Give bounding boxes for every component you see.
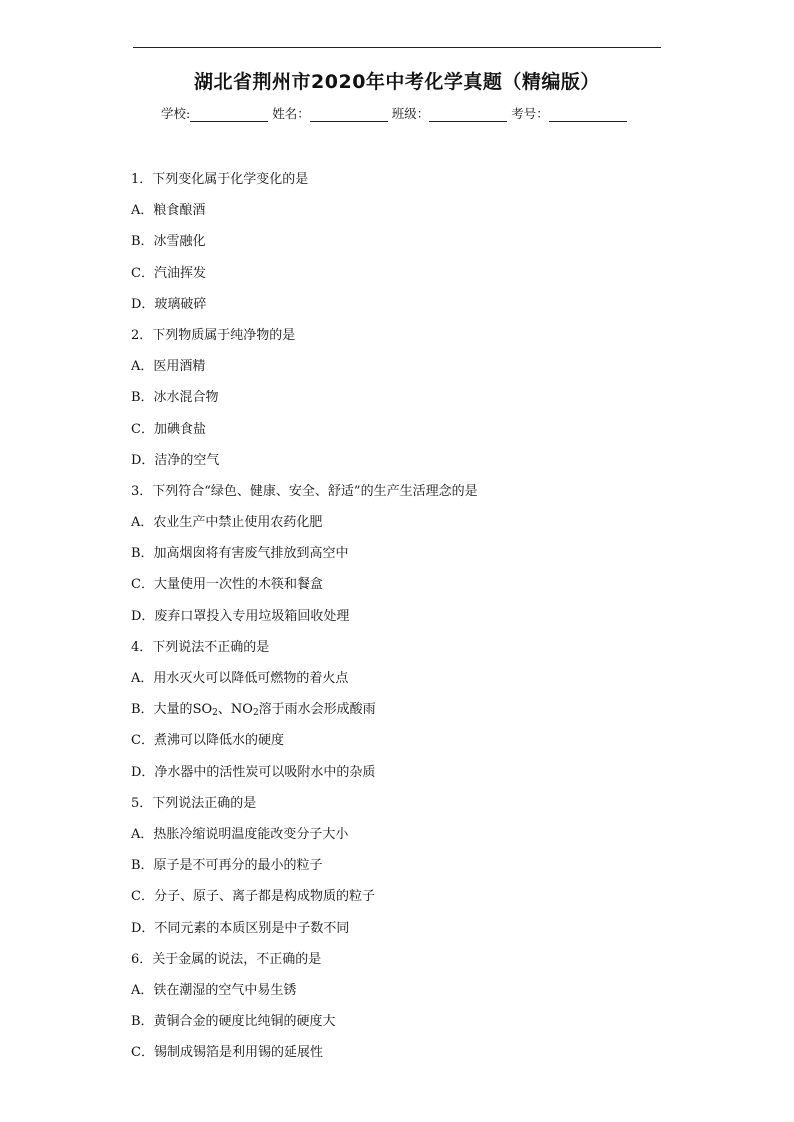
question-stem: 5．下列说法正确的是 — [131, 795, 257, 811]
question-option: B．冰水混合物 — [131, 390, 219, 406]
question-option: B．加高烟囱将有害废气排放到高空中 — [131, 546, 349, 562]
question-option: D．洁净的空气 — [131, 452, 220, 468]
question-option: A．粮食酿酒 — [131, 203, 206, 219]
question-option: D．净水器中的活性炭可以吸附水中的杂质 — [131, 764, 376, 780]
question-option: C．汽油挥发 — [131, 265, 206, 281]
question-list — [131, 170, 731, 1074]
question-option: C．大量使用一次性的木筷和餐盒 — [131, 577, 323, 593]
name-blank[interactable] — [310, 107, 388, 122]
question-option: D．玻璃破碎 — [131, 296, 207, 312]
question-stem: 6．关于金属的说法，不正确的是 — [131, 951, 322, 967]
question-option: C．煮沸可以降低水的硬度 — [131, 733, 284, 749]
question-option: B．黄铜合金的硬度比纯铜的硬度大 — [131, 1014, 336, 1030]
question-stem: 1．下列变化属于化学变化的是 — [131, 172, 309, 187]
page-title: 湖北省荆州市2020年中考化学真题（精编版） — [194, 71, 600, 93]
question-option: C．锡制成锡箔是利用锡的延展性 — [131, 1045, 323, 1061]
question-option: A．医用酒精 — [131, 359, 206, 375]
top-rule — [133, 47, 661, 48]
question-option: D．不同元素的本质区别是中子数不同 — [131, 920, 350, 936]
school-blank[interactable] — [190, 107, 268, 122]
exam-number-label: 考号： — [511, 106, 549, 121]
question-option: B．大量的$SO_2$、$NO_2$溶于雨水会形成酸雨 — [131, 702, 376, 719]
class-blank[interactable] — [429, 107, 507, 122]
question-option: A．农业生产中禁止使用农药化肥 — [131, 515, 323, 531]
question-option: B．冰雪融化 — [131, 234, 206, 250]
question-option: C．加碘食盐 — [131, 421, 206, 437]
student-info-row — [161, 104, 631, 122]
question-stem: 4．下列说法不正确的是 — [131, 639, 270, 655]
exam-number-blank[interactable] — [549, 107, 627, 122]
question-option: B．原子是不可再分的最小的粒子 — [131, 858, 323, 874]
question-option: C．分子、原子、离子都是构成物质的粒子 — [131, 889, 375, 905]
question-stem: 3．下列符合“绿色、健康、安全、舒适”的生产生活理念的是 — [131, 483, 478, 499]
name-label: 姓名： — [272, 106, 310, 121]
question-option: A．用水灭火可以降低可燃物的着火点 — [131, 671, 349, 686]
question-option: A．热胀冷缩说明温度能改变分子大小 — [131, 826, 349, 842]
class-label: 班级： — [391, 106, 430, 121]
school-label: 学校: — [161, 106, 191, 121]
question-option: D．废弃口罩投入专用垃圾箱回收处理 — [131, 608, 350, 624]
question-stem: 2．下列物质属于纯净物的是 — [131, 327, 296, 343]
question-option: A．铁在潮湿的空气中易生锈 — [131, 982, 297, 998]
